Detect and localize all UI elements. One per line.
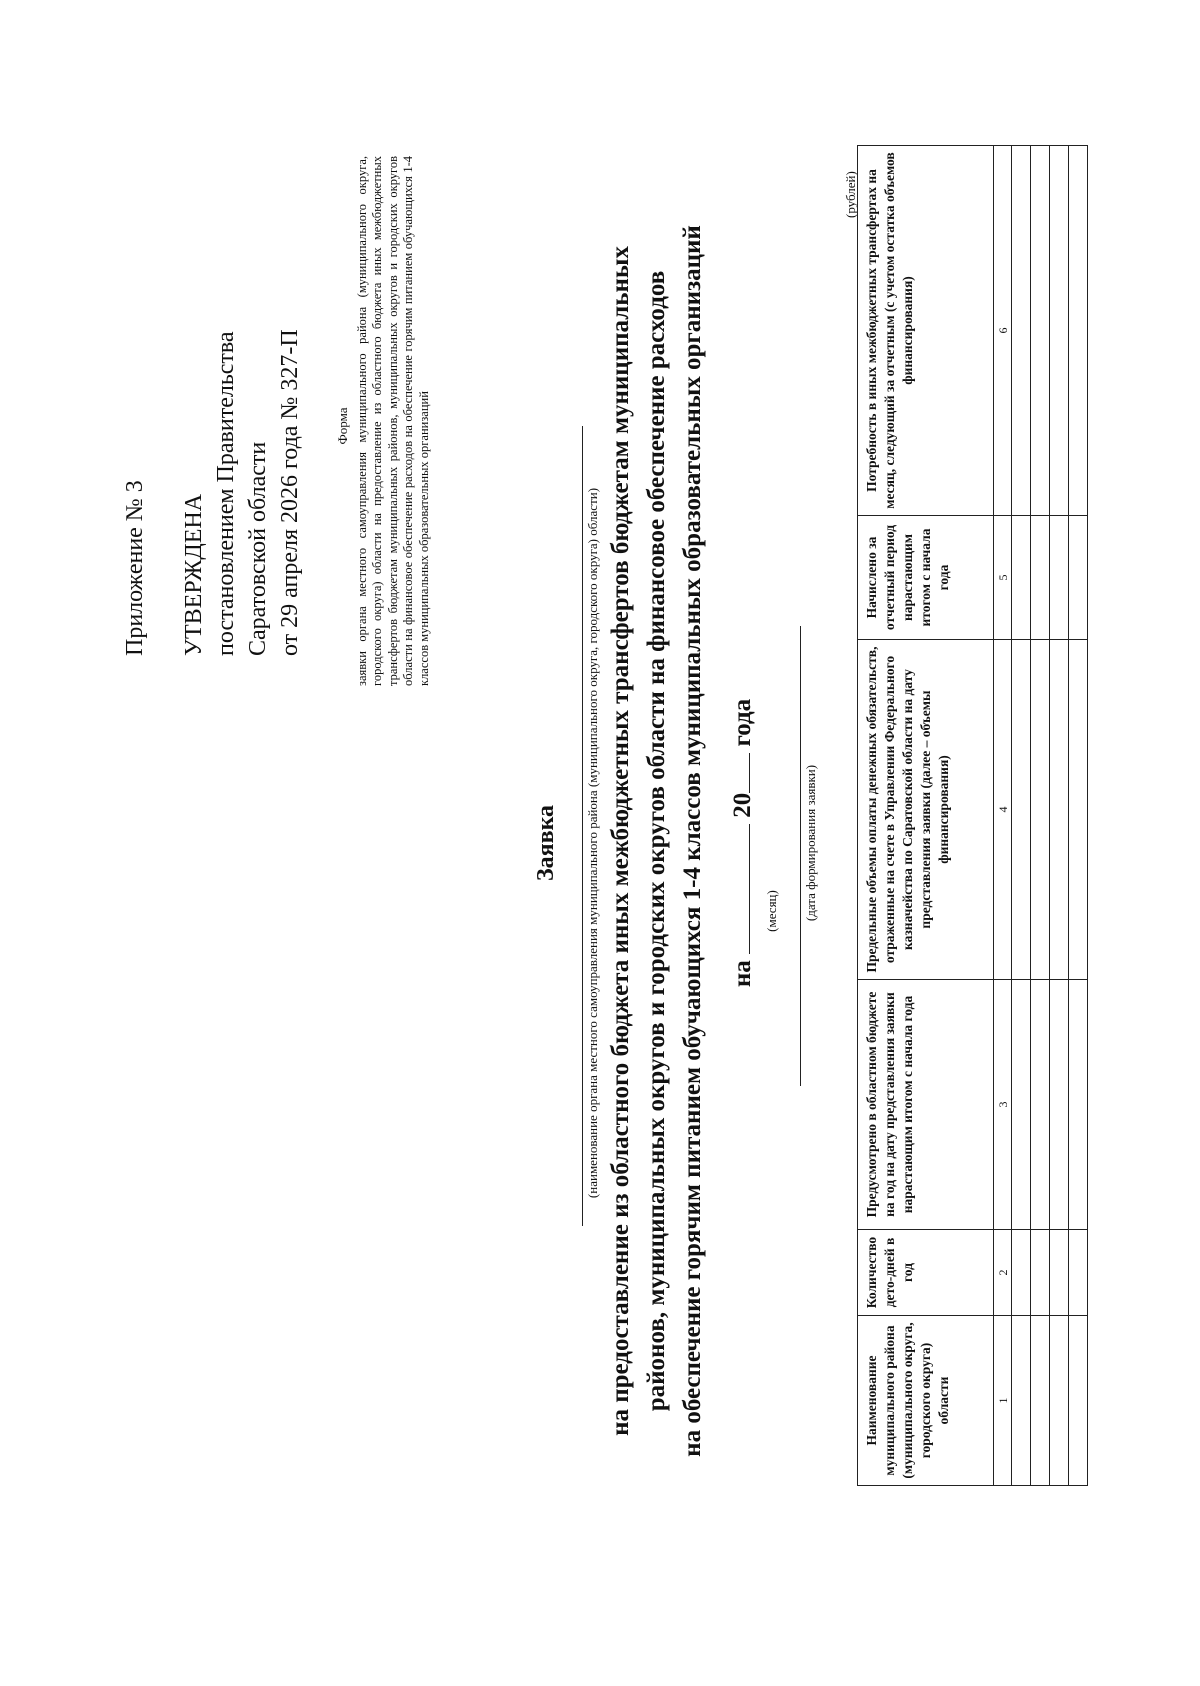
column-number: 4 xyxy=(994,640,1012,980)
table-cell[interactable] xyxy=(1069,640,1088,980)
column-number-row xyxy=(994,146,1012,1486)
approval-line: постановлением Правительства xyxy=(213,331,239,656)
table-cell[interactable] xyxy=(1069,1316,1088,1486)
org-name-caption: (наименование органа местного самоуправления муниципального района (муниципального округа, городского округа) области) xyxy=(585,487,600,1199)
table-cell[interactable] xyxy=(1031,516,1050,640)
table-cell[interactable] xyxy=(1012,146,1031,516)
org-name-fill-line[interactable] xyxy=(582,426,583,1226)
table-row xyxy=(1031,146,1050,1486)
table-row xyxy=(1012,146,1031,1486)
approval-line: УТВЕРЖДЕНА xyxy=(181,493,207,656)
period-suffix: года xyxy=(729,698,756,747)
column-number: 1 xyxy=(994,1316,1012,1486)
approval-block xyxy=(178,329,306,656)
column-header: Предусмотрено в областном бюджете на год на дату представления заявки нарастающим итогом с начала года xyxy=(858,980,994,1230)
column-header: Начислено за отчетный период нарастающим итогом с начала года xyxy=(858,516,994,640)
table-cell[interactable] xyxy=(1031,980,1050,1230)
table-cell[interactable] xyxy=(1012,516,1031,640)
table-cell[interactable] xyxy=(1031,146,1050,516)
column-number: 5 xyxy=(994,516,1012,640)
document-subject xyxy=(603,46,711,1636)
table-cell[interactable] xyxy=(1069,1230,1088,1316)
table-cell[interactable] xyxy=(1031,1316,1050,1486)
table-row xyxy=(1050,146,1069,1486)
table-header-row xyxy=(858,146,994,1486)
form-label: Форма xyxy=(335,407,350,445)
subject-line: районов, муниципальных округов и городских округов области на финансовое обеспечение расходов xyxy=(643,270,670,1412)
table-cell[interactable] xyxy=(1069,516,1088,640)
table-cell[interactable] xyxy=(1050,640,1069,980)
form-description: заявки органа местного самоуправления муниципального района (муниципального округа, городского округа) области на предоставление из областного бюджета иных межбюджетных трансфертов бюджетам муниципальных районов, муниципальных округов и городских округов области на финансовое обеспечение расходов на обеспечение горячим питанием обучающихся 1-4 классов муниципальных образовательных организаций xyxy=(355,156,431,686)
approval-line: Саратовской области xyxy=(245,441,271,656)
table-cell[interactable] xyxy=(1012,980,1031,1230)
table-cell[interactable] xyxy=(1031,640,1050,980)
table-row xyxy=(1069,146,1088,1486)
table-cell[interactable] xyxy=(1012,640,1031,980)
subject-line: на обеспечение горячим питанием обучающихся 1-4 классов муниципальных образовательных организаций xyxy=(679,225,706,1457)
month-blank[interactable] xyxy=(725,824,750,954)
document-title: Заявка xyxy=(533,804,559,882)
request-table xyxy=(857,145,1088,1486)
table-cell[interactable] xyxy=(1050,516,1069,640)
table-cell[interactable] xyxy=(1050,1316,1069,1486)
year-blank[interactable] xyxy=(725,753,750,793)
table-cell[interactable] xyxy=(1069,980,1088,1230)
column-header: Количество дето-дней в год xyxy=(858,1230,994,1316)
period-line xyxy=(725,0,757,1686)
appendix-number: Приложение № 3 xyxy=(122,480,148,656)
column-header: Потребность в иных межбюджетных трансфертах на месяц, следующий за отчетным (с учетом остатка объемов финансирования) xyxy=(858,146,994,516)
date-fill-line[interactable] xyxy=(800,626,801,1086)
table-cell[interactable] xyxy=(1050,146,1069,516)
date-caption: (дата формирования заявки) xyxy=(803,764,818,922)
table-cell[interactable] xyxy=(1050,1230,1069,1316)
table-cell[interactable] xyxy=(1069,146,1088,516)
units-label: (рублей) xyxy=(843,171,858,218)
column-number: 6 xyxy=(994,146,1012,516)
column-header: Наименование муниципального района (муниципального округа, городского округа) области xyxy=(858,1316,994,1486)
period-prefix: на xyxy=(729,960,756,988)
column-number: 3 xyxy=(994,980,1012,1230)
table-cell[interactable] xyxy=(1012,1316,1031,1486)
table-cell[interactable] xyxy=(1050,980,1069,1230)
month-caption: (месяц) xyxy=(764,890,779,932)
subject-line: на предоставление из областного бюджета иных межбюджетных трансфертов бюджетам муниципальных xyxy=(607,246,634,1436)
table-cell[interactable] xyxy=(1031,1230,1050,1316)
period-year-prefix: 20 xyxy=(729,792,756,818)
column-header: Предельные объемы оплаты денежных обязательств, отраженные на счете в Управлении Федерального казначейства по Саратовской области на дату представления заявки (далее – объемы финансирования) xyxy=(858,640,994,980)
approval-line: от 29 апреля 2026 года № 327-П xyxy=(277,329,303,656)
table-cell[interactable] xyxy=(1012,1230,1031,1316)
column-number: 2 xyxy=(994,1230,1012,1316)
